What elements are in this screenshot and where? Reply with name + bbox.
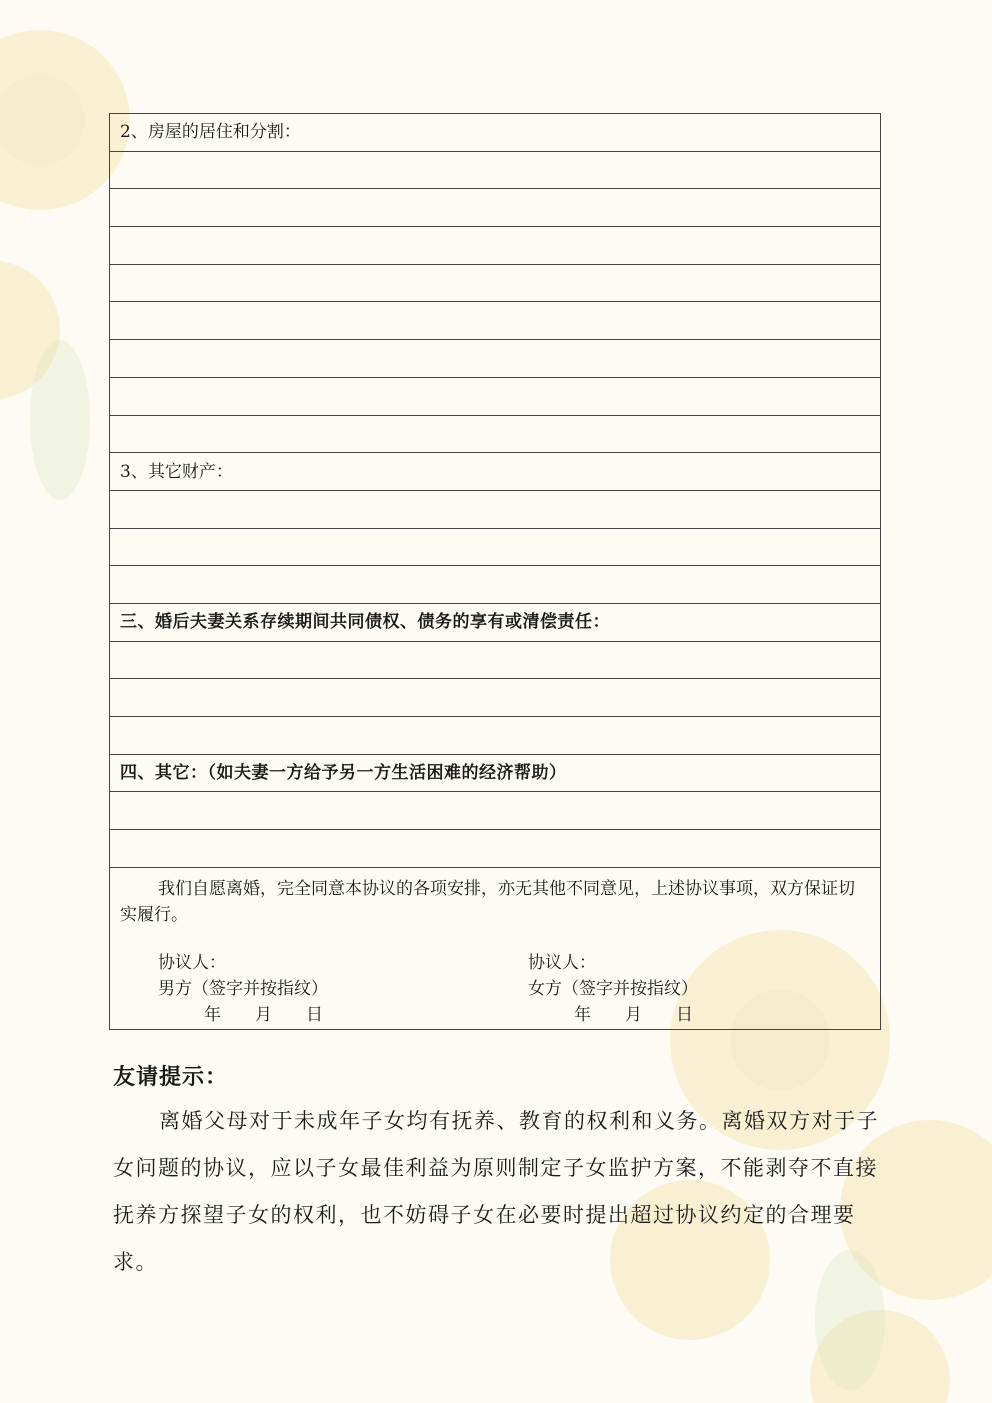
female-signature[interactable] <box>528 950 698 1028</box>
declaration-statement: 我们自愿离婚，完全同意本协议的各项安排，亦无其他不同意见，上述协议事项，双方保证切实履行。 <box>120 878 855 925</box>
blank-line[interactable] <box>110 528 881 566</box>
blank-line[interactable] <box>110 302 881 340</box>
blank-line[interactable] <box>110 830 881 868</box>
other-heading: 四、其它：（如夫妻一方给予另一方生活困难的经济帮助） <box>110 754 881 792</box>
blank-line[interactable] <box>110 415 881 453</box>
housing-heading: 2、房屋的居住和分割： <box>110 114 881 152</box>
blank-line[interactable] <box>110 792 881 830</box>
blank-line[interactable] <box>110 189 881 227</box>
male-party-label: 协议人： <box>158 952 226 973</box>
male-signature[interactable] <box>158 950 328 1028</box>
female-party-label: 协议人： <box>528 952 596 973</box>
signature-block <box>110 867 881 1029</box>
male-date-line: 年 月 日 <box>204 1004 323 1025</box>
blank-line[interactable] <box>110 264 881 302</box>
blank-line[interactable] <box>110 340 881 378</box>
blank-line[interactable] <box>110 151 881 189</box>
blank-line[interactable] <box>110 679 881 717</box>
blank-line[interactable] <box>110 717 881 755</box>
blank-line[interactable] <box>110 490 881 528</box>
female-date-line: 年 月 日 <box>574 1004 693 1025</box>
tips-body: 离婚父母对于未成年子女均有抚养、教育的权利和义务。离婚双方对于子女问题的协议，应以子女最佳利益为原则制定子女监护方案，不能剥夺不直接抚养方探望子女的权利，也不妨碍子女在必要时提出超过协议约定的合理要求。 <box>113 1109 879 1274</box>
blank-line[interactable] <box>110 566 881 604</box>
blank-line[interactable] <box>110 227 881 265</box>
blank-line[interactable] <box>110 377 881 415</box>
debts-heading: 三、婚后夫妻关系存续期间共同债权、债务的享有或清偿责任： <box>110 603 881 641</box>
agreement-form <box>109 113 881 1030</box>
friendly-tips <box>113 1062 883 1286</box>
tips-title: 友请提示： <box>113 1064 229 1090</box>
blank-line[interactable] <box>110 641 881 679</box>
female-sign-label: 女方（签字并按指纹） <box>528 978 698 999</box>
male-sign-label: 男方（签字并按指纹） <box>158 978 328 999</box>
other-property-heading: 3、其它财产： <box>110 453 881 491</box>
